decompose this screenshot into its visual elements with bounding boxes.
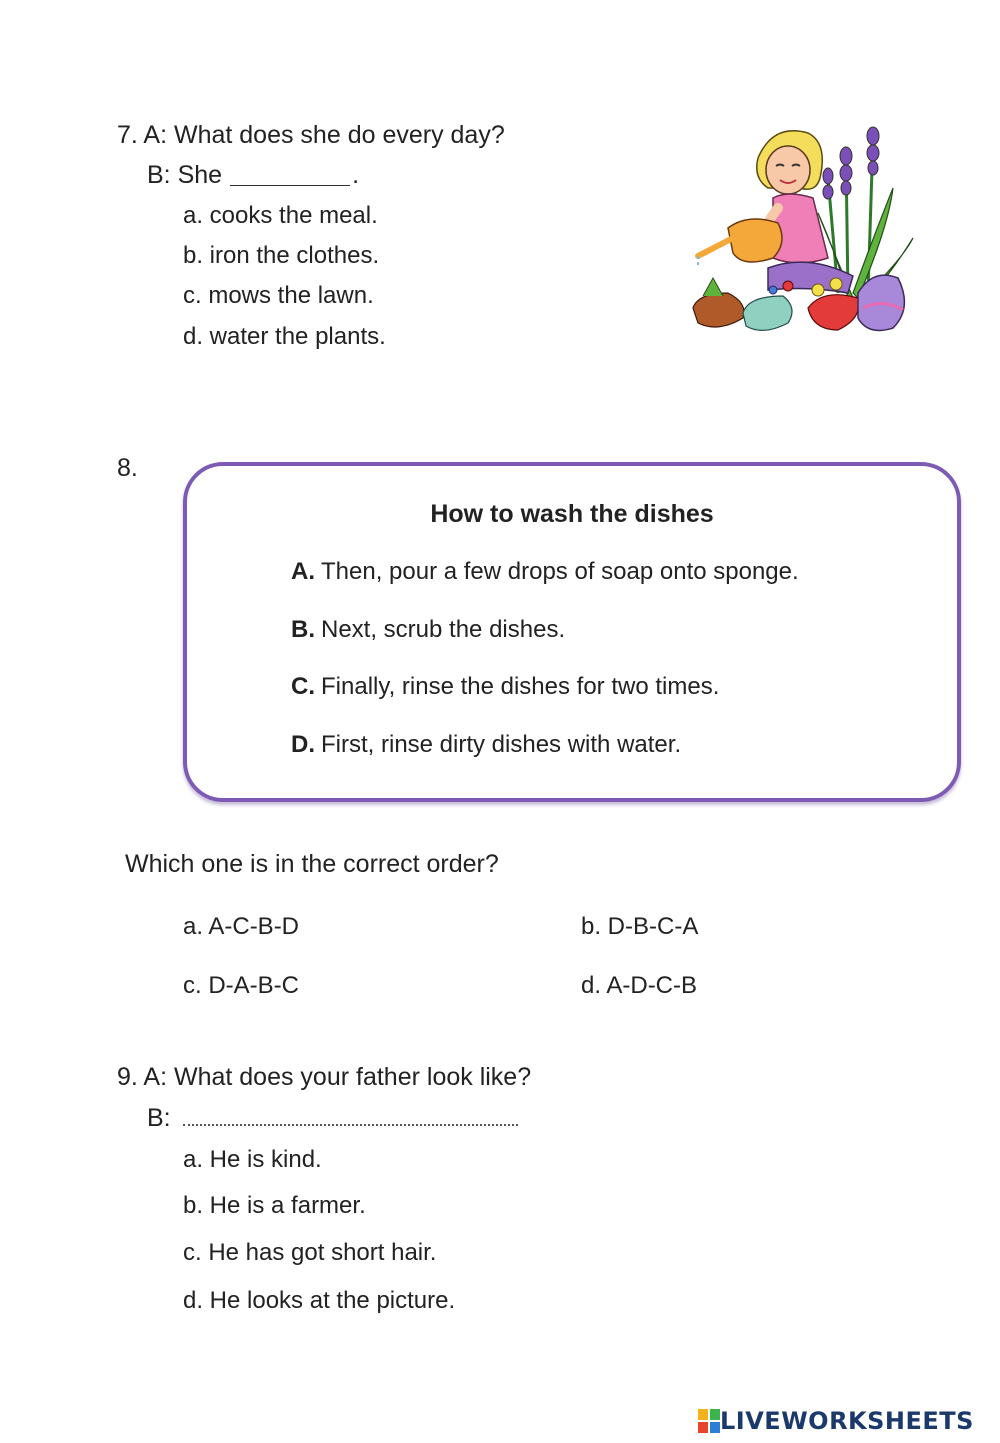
instruction-step-a [291,558,799,586]
instructions-box [183,462,961,802]
step-letter: A. [291,558,315,585]
woman-watering-plants-illustration [688,118,918,343]
q8-prompt: Which one is in the correct order? [125,850,499,878]
step-letter: C. [291,673,315,700]
q7-answer-line [147,161,359,190]
q8-option-c[interactable]: c. D-A-B-C [183,972,299,999]
q8-option-a[interactable]: a. A-C-B-D [183,913,300,940]
step-text: Then, pour a few drops of soap onto sponge. [321,558,799,585]
q9-option-d[interactable]: d. He looks at the picture. [183,1287,456,1314]
q8-option-d[interactable]: d. A-D-C-B [581,972,698,999]
step-letter: B. [291,616,315,643]
q7-answer-suffix: . [352,161,360,189]
instructions-title: How to wash the dishes [430,500,714,528]
q7-option-a[interactable]: a. cooks the meal. [183,202,378,229]
q9-question: 9. A: What does your father look like? [117,1063,532,1091]
q9-option-c[interactable]: c. He has got short hair. [183,1239,437,1266]
q9-answer-blank[interactable] [183,1124,518,1126]
q7-option-d[interactable]: d. water the plants. [183,323,386,350]
q9-answer-prefix: B: [147,1104,171,1132]
q7-option-b[interactable]: b. iron the clothes. [183,242,380,269]
q8-number: 8. [117,454,138,482]
q7-answer-prefix: B: She [147,161,223,189]
instruction-step-b [291,616,565,644]
instruction-step-d [291,731,681,759]
q9-option-a[interactable]: a. He is kind. [183,1146,322,1173]
logo-grid-icon [698,1409,720,1433]
q9-option-b[interactable]: b. He is a farmer. [183,1192,366,1219]
step-text: First, rinse dirty dishes with water. [321,731,682,758]
q7-option-c[interactable]: c. mows the lawn. [183,282,374,309]
q7-question: 7. A: What does she do every day? [117,121,505,149]
step-letter: D. [291,731,315,758]
step-text: Finally, rinse the dishes for two times. [321,673,720,700]
logo-text: LIVEWORKSHEETS [720,1407,974,1435]
liveworksheets-logo [698,1407,974,1435]
q7-answer-blank[interactable] [230,185,350,186]
q8-option-b[interactable]: b. D-B-C-A [581,913,699,940]
instruction-step-c [291,673,719,701]
step-text: Next, scrub the dishes. [321,616,566,643]
q9-answer-line [147,1104,518,1133]
